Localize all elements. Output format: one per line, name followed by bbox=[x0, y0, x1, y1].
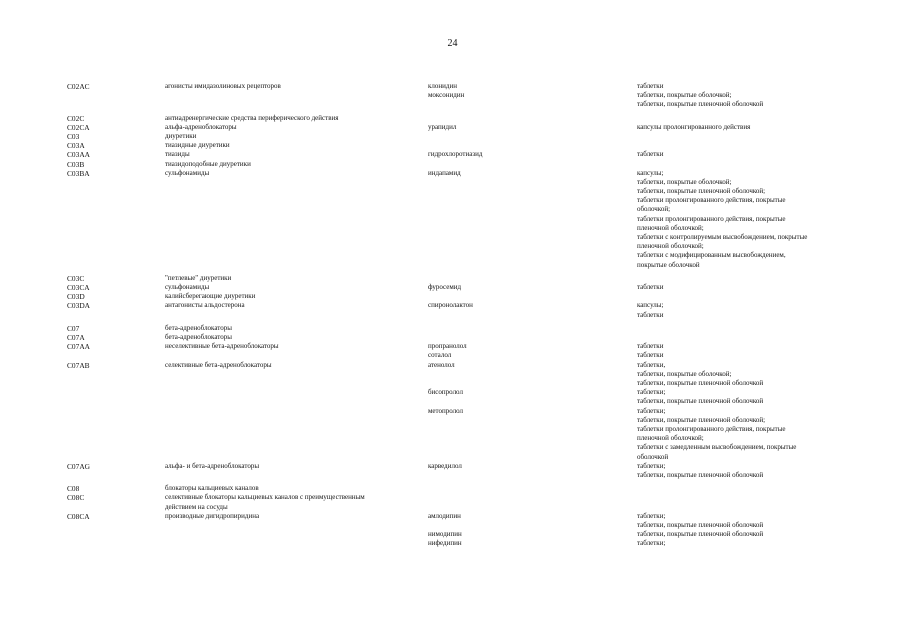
page-number: 24 bbox=[447, 38, 458, 49]
drug-name: нимодипин bbox=[428, 530, 462, 539]
dosage-form: покрытые оболочкой bbox=[637, 260, 700, 269]
dosage-form: таблетки, покрытые оболочкой; bbox=[637, 369, 732, 378]
group-name-line: антиадренергические средства периферического действия bbox=[165, 113, 339, 122]
group-name-line: сульфонамиды bbox=[165, 283, 210, 292]
dosage-form: таблетки; bbox=[637, 461, 666, 470]
dosage-forms bbox=[637, 342, 867, 360]
table-row bbox=[0, 169, 905, 270]
dosage-form: таблетки пролонгированного действия, покрытые bbox=[637, 424, 786, 433]
drug-name: нифедипин bbox=[428, 539, 462, 548]
group-name-line: бета-адреноблокаторы bbox=[165, 323, 232, 332]
dosage-form: оболочкой bbox=[637, 452, 669, 461]
table-row bbox=[0, 114, 905, 123]
dosage-form: таблетки пролонгированного действия, покрытые bbox=[637, 196, 786, 205]
table-row bbox=[0, 301, 905, 319]
drug-name: атенолол bbox=[428, 360, 455, 369]
atc-group-name bbox=[165, 132, 415, 141]
dosage-form: таблетки, покрытые оболочкой; bbox=[637, 91, 732, 100]
group-name-line: действием на сосуды bbox=[165, 502, 228, 511]
table-row bbox=[0, 342, 905, 360]
dosage-form: таблетки, покрытые пленочной оболочкой; bbox=[637, 415, 766, 424]
group-name-line: тиазиды bbox=[165, 150, 190, 159]
drug-names bbox=[428, 150, 618, 159]
atc-code: C03DA bbox=[67, 301, 90, 311]
dosage-form: таблетки, покрытые пленочной оболочкой bbox=[637, 520, 764, 529]
dosage-form: таблетки, покрытые пленочной оболочкой bbox=[637, 100, 764, 109]
drug-name: урапидил bbox=[428, 122, 457, 131]
atc-code: C03A bbox=[67, 141, 85, 151]
table-row bbox=[0, 292, 905, 301]
table-row bbox=[0, 141, 905, 150]
atc-group-name bbox=[165, 82, 415, 91]
group-name-line: селективные блокаторы кальциевых каналов с преимущественным bbox=[165, 493, 365, 502]
atc-code: C03CA bbox=[67, 283, 90, 293]
dosage-form: таблетки bbox=[637, 351, 664, 360]
dosage-form: таблетки, покрытые пленочной оболочкой bbox=[637, 530, 764, 539]
dosage-form: таблетки; bbox=[637, 511, 666, 520]
dosage-form: пленочной оболочкой; bbox=[637, 242, 704, 251]
medication-table bbox=[0, 82, 905, 549]
atc-group-name bbox=[165, 333, 415, 342]
drug-name bbox=[428, 370, 618, 379]
atc-group-name bbox=[165, 169, 415, 178]
dosage-form: таблетки; bbox=[637, 539, 666, 548]
atc-code: C08C bbox=[67, 493, 85, 503]
drug-name: моксонидин bbox=[428, 91, 465, 100]
dosage-forms bbox=[637, 283, 867, 292]
atc-group-name bbox=[165, 342, 415, 351]
dosage-forms bbox=[637, 361, 867, 462]
drug-name bbox=[428, 379, 618, 388]
table-row bbox=[0, 283, 905, 292]
table-row bbox=[0, 123, 905, 132]
dosage-form: капсулы; bbox=[637, 301, 664, 310]
table-row bbox=[0, 484, 905, 493]
atc-code: C03B bbox=[67, 159, 85, 169]
atc-code: C03BA bbox=[67, 168, 90, 178]
dosage-form: пленочной оболочкой; bbox=[637, 223, 704, 232]
table-row bbox=[0, 324, 905, 333]
atc-code: C07 bbox=[67, 323, 80, 333]
dosage-forms bbox=[637, 512, 867, 549]
dosage-forms bbox=[637, 123, 867, 132]
atc-code: C02C bbox=[67, 113, 85, 123]
dosage-form: таблетки, покрытые пленочной оболочкой bbox=[637, 379, 764, 387]
group-name-line: калийсберегающие диуретики bbox=[165, 292, 256, 301]
dosage-form: пленочной оболочкой; bbox=[637, 434, 704, 443]
atc-group-name bbox=[165, 301, 415, 310]
atc-code: C03 bbox=[67, 131, 80, 141]
group-name-line: "петлевые" диуретики bbox=[165, 273, 232, 282]
drug-name: метопролол bbox=[428, 406, 464, 415]
atc-group-name bbox=[165, 484, 415, 493]
drug-names bbox=[428, 361, 618, 416]
group-name-line: антагонисты альдостерона bbox=[165, 301, 245, 310]
atc-code: C02AC bbox=[67, 82, 90, 91]
atc-code: C07AA bbox=[67, 342, 90, 352]
group-name-line: агонисты имидазолиновых рецепторов bbox=[165, 82, 281, 90]
dosage-form: таблетки bbox=[637, 150, 664, 159]
atc-group-name bbox=[165, 324, 415, 333]
dosage-form: таблетки bbox=[637, 283, 664, 292]
dosage-form: таблетки пролонгированного действия, покрытые bbox=[637, 214, 786, 223]
dosage-forms bbox=[637, 82, 867, 110]
atc-group-name bbox=[165, 150, 415, 159]
table-row bbox=[0, 512, 905, 549]
atc-group-name bbox=[165, 512, 415, 521]
atc-code: C07AB bbox=[67, 360, 90, 370]
dosage-form: таблетки bbox=[637, 310, 664, 319]
atc-group-name bbox=[165, 493, 415, 511]
atc-group-name bbox=[165, 160, 415, 169]
dosage-form: таблетки; bbox=[637, 406, 666, 415]
drug-name: индапамид bbox=[428, 168, 461, 177]
dosage-form: оболочкой; bbox=[637, 205, 671, 214]
drug-name: спиронолактон bbox=[428, 301, 473, 310]
dosage-form: таблетки, покрытые пленочной оболочкой bbox=[637, 397, 764, 406]
drug-names bbox=[428, 512, 618, 549]
group-name-line: тиазидные диуретики bbox=[165, 141, 230, 150]
drug-names bbox=[428, 82, 618, 100]
atc-group-name bbox=[165, 292, 415, 301]
table-row bbox=[0, 493, 905, 511]
atc-group-name bbox=[165, 141, 415, 150]
atc-group-name bbox=[165, 462, 415, 471]
group-name-line: производные дигидропиридина bbox=[165, 511, 260, 520]
dosage-form: капсулы; bbox=[637, 168, 664, 177]
dosage-form: капсулы пролонгированного действия bbox=[637, 122, 751, 131]
atc-code: C07AG bbox=[67, 461, 90, 471]
drug-name: бисопролол bbox=[428, 388, 463, 397]
dosage-form: таблетки, покрытые пленочной оболочкой; bbox=[637, 187, 766, 196]
dosage-form: таблетки с контролируемым высвобождением, покрытые bbox=[637, 233, 808, 242]
group-name-line: бета-адреноблокаторы bbox=[165, 333, 232, 342]
table-row bbox=[0, 361, 905, 462]
drug-name: амлодипин bbox=[428, 511, 461, 520]
atc-code: C03C bbox=[67, 273, 85, 283]
group-name-line: сульфонамиды bbox=[165, 168, 210, 177]
drug-name bbox=[428, 521, 618, 530]
drug-names bbox=[428, 283, 618, 292]
drug-name: карведилол bbox=[428, 461, 462, 470]
drug-name bbox=[428, 397, 618, 406]
drug-names bbox=[428, 169, 618, 178]
group-name-line: блокаторы кальциевых каналов bbox=[165, 484, 259, 493]
group-name-line: неселективные бета-адреноблокаторы bbox=[165, 342, 279, 351]
dosage-form: таблетки с модифицированным высвобождением, bbox=[637, 251, 786, 260]
dosage-form: таблетки, bbox=[637, 360, 666, 369]
atc-group-name bbox=[165, 123, 415, 132]
dosage-form: таблетки, покрытые оболочкой; bbox=[637, 177, 732, 186]
drug-names bbox=[428, 462, 618, 471]
atc-code: C07A bbox=[67, 333, 85, 343]
dosage-forms bbox=[637, 169, 867, 270]
table-row bbox=[0, 132, 905, 141]
dosage-form: таблетки bbox=[637, 82, 664, 90]
atc-group-name bbox=[165, 114, 415, 123]
drug-name: гидрохлоротиазид bbox=[428, 150, 483, 159]
group-name-line: тиазидоподобные диуретики bbox=[165, 159, 251, 168]
table-row bbox=[0, 150, 905, 159]
drug-names bbox=[428, 342, 618, 360]
dosage-forms bbox=[637, 150, 867, 159]
drug-name: соталол bbox=[428, 351, 452, 360]
drug-names bbox=[428, 123, 618, 132]
dosage-form: таблетки, покрытые пленочной оболочкой bbox=[637, 471, 764, 479]
dosage-form: таблетки bbox=[637, 342, 664, 351]
atc-group-name bbox=[165, 283, 415, 292]
atc-group-name bbox=[165, 274, 415, 283]
atc-code: C03D bbox=[67, 292, 85, 302]
group-name-line: альфа-адреноблокаторы bbox=[165, 122, 237, 131]
atc-group-name bbox=[165, 361, 415, 370]
dosage-forms bbox=[637, 301, 867, 319]
dosage-form: таблетки с замедленным высвобождением, покрытые bbox=[637, 443, 797, 452]
dosage-forms bbox=[637, 462, 867, 480]
group-name-line: альфа- и бета-адреноблокаторы bbox=[165, 461, 260, 470]
table-row bbox=[0, 274, 905, 283]
atc-code: C03AA bbox=[67, 150, 90, 160]
drug-name: пропранолол bbox=[428, 342, 467, 351]
group-name-line: селективные бета-адреноблокаторы bbox=[165, 360, 272, 369]
dosage-form: таблетки; bbox=[637, 388, 666, 397]
atc-code: C02CA bbox=[67, 122, 90, 132]
group-name-line: диуретики bbox=[165, 131, 197, 140]
atc-code: C08 bbox=[67, 484, 80, 494]
table-row bbox=[0, 160, 905, 169]
table-row bbox=[0, 462, 905, 480]
drug-name: фуросемид bbox=[428, 283, 462, 292]
table-row bbox=[0, 333, 905, 342]
drug-name: клонидин bbox=[428, 82, 457, 90]
drug-names bbox=[428, 301, 618, 310]
atc-code: C08CA bbox=[67, 511, 90, 521]
table-row bbox=[0, 82, 905, 110]
